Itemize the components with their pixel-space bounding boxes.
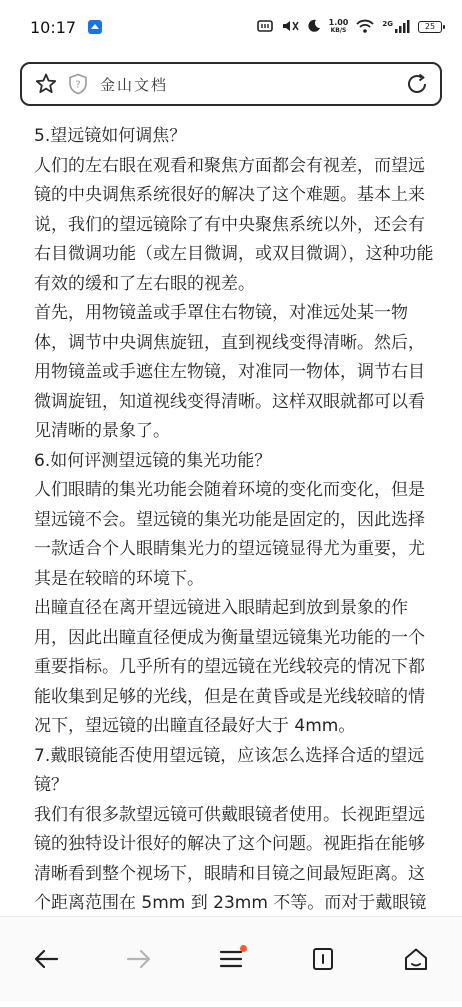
- paragraph: 人们眼睛的集光功能会随着环境的变化而变化，但是望远镜不会。望远镜的集光功能是固定的，因此选择一款适合个人眼睛集光力的望远镜显得尤为重要，尤其是在较暗的环境下。: [34, 476, 434, 594]
- network-speed-value: 1.00: [329, 19, 349, 27]
- battery-icon: 25: [418, 21, 442, 33]
- wifi-icon: [356, 18, 374, 37]
- nfc-icon: [257, 18, 273, 37]
- do-not-disturb-icon: [307, 18, 321, 37]
- home-icon: [403, 947, 429, 971]
- network-speed-unit: KB/S: [331, 27, 347, 35]
- notification-dot: [240, 945, 247, 952]
- refresh-icon[interactable]: [404, 71, 430, 97]
- menu-button[interactable]: [207, 935, 255, 983]
- status-left: [30, 18, 102, 37]
- heading-glasses: 7.戴眼镜能否使用望远镜，应该怎么选择合适的望远镜？: [34, 742, 434, 801]
- heading-focus: 5.望远镜如何调焦？: [34, 122, 434, 152]
- signal-icon: [382, 20, 410, 34]
- back-button[interactable]: [22, 935, 70, 983]
- app-notification-icon: [88, 20, 102, 34]
- star-icon[interactable]: [34, 72, 58, 96]
- menu-icon: [219, 949, 243, 969]
- bottom-nav: [0, 916, 462, 1001]
- mute-icon: [281, 18, 299, 37]
- shield-icon[interactable]: [68, 73, 88, 95]
- tabs-button[interactable]: [299, 935, 347, 983]
- article-content: [34, 122, 434, 916]
- arrow-left-icon: [33, 948, 59, 970]
- address-bar[interactable]: [20, 62, 442, 106]
- status-time: 10:17: [30, 18, 76, 37]
- home-button[interactable]: [392, 935, 440, 983]
- heading-light-gathering: 6.如何评测望远镜的集光功能？: [34, 447, 434, 477]
- network-type: 2G: [382, 20, 393, 28]
- network-speed: [329, 19, 349, 35]
- paragraph: 人们的左右眼在观看和聚焦方面都会有视差，而望远镜的中央调焦系统很好的解决了这个难题。基本上来说，我们的望远镜除了有中央聚焦系统以外，还会有右目微调功能（或左目微调，或双目微调），这种功能有效的缓和了左右眼的视差。: [34, 152, 434, 300]
- paragraph: 首先，用物镜盖或手罩住右物镜，对准远处某一物体，调节中央调焦旋钮，直到视线变得清晰。然后，用物镜盖或手遮住左物镜，对准同一物体，调节右目微调旋钮，知道视线变得清晰。这样双眼就都可以看见清晰的景象了。: [34, 299, 434, 447]
- status-bar: [0, 0, 462, 54]
- forward-button[interactable]: [115, 935, 163, 983]
- paragraph: 出瞳直径在离开望远镜进入眼睛起到放到景象的作用，因此出瞳直径便成为衡量望远镜集光功能的一个重要指标。几乎所有的望远镜在光线较亮的情况下都能收集到足够的光线，但是在黄昏或是光线较暗的情况下，望远镜的出瞳直径最好大于 4mm。: [34, 594, 434, 742]
- tabs-icon: [312, 947, 334, 971]
- site-name[interactable]: 金山文档: [100, 74, 404, 95]
- status-right: [257, 18, 442, 37]
- arrow-right-icon: [126, 948, 152, 970]
- paragraph: 我们有很多款望远镜可供戴眼镜者使用。长视距望远镜的独特设计很好的解决了这个问题。视距指在能够清晰看到整个视场下，眼睛和目镜之间最短距离。这个距离范围在 5mm 到 23mm 不等。而对于戴眼镜: [34, 801, 434, 978]
- svg-text:?: ?: [75, 80, 80, 91]
